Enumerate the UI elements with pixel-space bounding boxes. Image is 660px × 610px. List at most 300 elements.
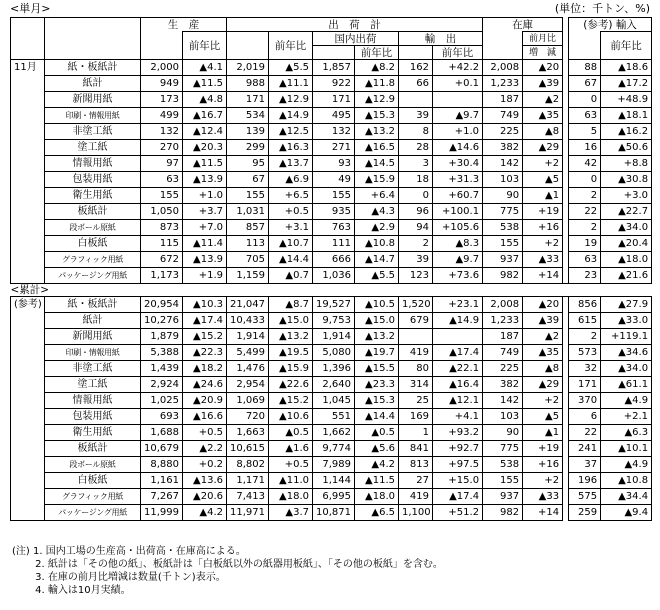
cell-dom-yoy: ▲10.5 [355,297,399,313]
cell-exp: 28 [399,140,433,156]
cell-imp: 5 [569,124,601,140]
cell-ship: 10,433 [227,313,269,329]
cell-imp-yoy: ▲34.0 [601,220,652,236]
cell-inv: 1,233 [483,76,523,92]
table-row [11,505,652,521]
table-row [11,268,652,284]
shipments-header: 出 荷 計 [227,18,483,32]
cell-imp-yoy: ▲34.4 [601,489,652,505]
cell-prod: 1,439 [141,361,183,377]
cell-inv: 382 [483,140,523,156]
note-4: 4. 輸入は10月実績。 [12,585,131,596]
cell-dom: 49 [313,172,355,188]
cell-ship-yoy: ▲14.4 [269,252,313,268]
cell-exp: 0 [399,188,433,204]
row-label: 塗工紙 [45,140,141,156]
cell-prod-yoy: ▲17.4 [183,313,227,329]
table-row [11,172,652,188]
cell-exp: 27 [399,473,433,489]
cell-prod-yoy: ▲15.2 [183,329,227,345]
statistics-table [10,17,652,521]
table-row [11,188,652,204]
cell-imp: 23 [569,268,601,284]
cell-imp-yoy: +48.9 [601,92,652,108]
header-row-1 [11,18,652,32]
cell-prod: 2,924 [141,377,183,393]
production-yoy-header: 前年比 [183,32,227,60]
cell-exp-yoy: ▲17.4 [433,345,483,361]
cell-prod-yoy: +1.9 [183,268,227,284]
cell-exp-yoy: +42.2 [433,60,483,76]
cell-dom: 9,753 [313,313,355,329]
cell-inv-mom: +16 [523,220,563,236]
cell-ship-yoy: +6.5 [269,188,313,204]
cell-exp: 169 [399,409,433,425]
cell-prod: 270 [141,140,183,156]
cell-prod-yoy: ▲20.6 [183,489,227,505]
cell-ship-yoy: ▲14.9 [269,108,313,124]
cell-inv: 538 [483,220,523,236]
cell-exp-yoy: ▲16.4 [433,377,483,393]
table-row [11,92,652,108]
cell-dom-yoy: ▲6.5 [355,505,399,521]
table-row [11,329,652,345]
table-row [11,108,652,124]
table-row [11,345,652,361]
table-row [11,124,652,140]
cell-prod-yoy: ▲16.7 [183,108,227,124]
cell-inv-mom: ▲20 [523,60,563,76]
row-label: 紙・板紙計 [45,297,141,313]
cell-dom: 7,989 [313,457,355,473]
cell-prod: 7,267 [141,489,183,505]
cell-dom: 922 [313,76,355,92]
cell-imp-yoy: ▲9.4 [601,505,652,521]
cell-dom-yoy: ▲11.8 [355,76,399,92]
row-label: 白板紙 [45,473,141,489]
cell-inv-mom: ▲8 [523,361,563,377]
cell-dom: 132 [313,124,355,140]
cell-ship-yoy: ▲13.7 [269,156,313,172]
cell-ship-yoy: ▲1.6 [269,441,313,457]
cell-prod: 132 [141,124,183,140]
cell-ship: 720 [227,409,269,425]
row-label: グラフィック用紙 [45,489,141,505]
cell-imp: 63 [569,252,601,268]
table-row [11,361,652,377]
cell-dom: 271 [313,140,355,156]
cell-inv: 937 [483,252,523,268]
cell-exp-yoy: +0.1 [433,76,483,92]
cell-dom: 495 [313,108,355,124]
cell-inv: 225 [483,124,523,140]
cell-exp-yoy [433,92,483,108]
cell-prod: 672 [141,252,183,268]
shipments-yoy-header: 前年比 [269,32,313,60]
cell-ship: 1,159 [227,268,269,284]
cell-exp-yoy: +51.2 [433,505,483,521]
cell-exp: 162 [399,60,433,76]
cell-inv: 90 [483,425,523,441]
cell-ship-yoy: ▲3.7 [269,505,313,521]
cell-dom-yoy: ▲13.2 [355,124,399,140]
cell-exp-yoy: +1.0 [433,124,483,140]
cell-inv: 749 [483,108,523,124]
cell-prod-yoy: +3.7 [183,204,227,220]
cell-dom-yoy: ▲8.2 [355,60,399,76]
cumulative-label: <累計> [11,284,652,297]
cell-ship-yoy: ▲10.7 [269,236,313,252]
cell-exp-yoy: +4.1 [433,409,483,425]
table-row [11,441,652,457]
cell-prod-yoy: +1.0 [183,188,227,204]
cell-prod: 115 [141,236,183,252]
cell-dom-yoy: ▲16.5 [355,140,399,156]
cell-exp: 96 [399,204,433,220]
cell-ship-yoy: +0.5 [269,457,313,473]
cell-prod-yoy: ▲22.3 [183,345,227,361]
cell-inv-mom: +2 [523,156,563,172]
cell-dom-yoy: ▲14.5 [355,156,399,172]
cell-prod-yoy: ▲13.6 [183,473,227,489]
cell-inv: 982 [483,268,523,284]
cell-exp-yoy: ▲22.1 [433,361,483,377]
cell-inv-mom: ▲1 [523,425,563,441]
cell-dom-yoy: +6.4 [355,188,399,204]
cell-prod-yoy: ▲13.9 [183,252,227,268]
cell-prod-yoy: ▲20.9 [183,393,227,409]
row-label: 衛生用紙 [45,425,141,441]
cell-prod: 155 [141,188,183,204]
cell-exp: 2 [399,236,433,252]
cell-imp-yoy: ▲18.0 [601,252,652,268]
cell-imp: 2 [569,329,601,345]
cell-imp: 88 [569,60,601,76]
cell-imp-yoy: ▲10.8 [601,473,652,489]
cell-prod-yoy: ▲2.2 [183,441,227,457]
cell-exp: 39 [399,252,433,268]
cell-prod-yoy: ▲16.6 [183,409,227,425]
cell-dom: 551 [313,409,355,425]
cell-exp: 25 [399,393,433,409]
header-blank [45,18,141,60]
cell-imp-yoy: ▲21.6 [601,268,652,284]
unit-label: (単位：千トン、%) [554,2,650,15]
cell-exp-yoy: +97.5 [433,457,483,473]
cell-imp: 575 [569,489,601,505]
cell-ship-yoy: ▲12.9 [269,92,313,108]
cell-ship: 2,954 [227,377,269,393]
footnotes [12,545,443,597]
cell-dom-yoy: ▲18.0 [355,489,399,505]
cell-exp-yoy: +15.0 [433,473,483,489]
cell-inv-mom: ▲35 [523,345,563,361]
cell-imp-yoy: ▲10.1 [601,441,652,457]
cell-dom: 1,036 [313,268,355,284]
cell-inv-mom: +19 [523,204,563,220]
cell-inv: 2,008 [483,60,523,76]
export-header: 輸 出 [399,32,483,46]
cell-dom-yoy: ▲12.9 [355,92,399,108]
cell-prod-yoy: ▲12.4 [183,124,227,140]
cell-imp-yoy: ▲20.4 [601,236,652,252]
cell-exp: 419 [399,345,433,361]
row-label: パッケージング用紙 [45,268,141,284]
cell-dom: 93 [313,156,355,172]
cell-imp: 42 [569,156,601,172]
table-row [11,393,652,409]
cell-prod-yoy: ▲4.2 [183,505,227,521]
cell-ship: 1,476 [227,361,269,377]
cell-dom-yoy: ▲10.8 [355,236,399,252]
table-row [11,377,652,393]
cell-ship: 1,914 [227,329,269,345]
cell-inv-mom: +2 [523,236,563,252]
cell-ship: 155 [227,188,269,204]
note-1: (注) 1. 国内工場の生産高・出荷高・在庫高による。 [12,546,246,557]
cell-ship-yoy: ▲6.9 [269,172,313,188]
table-row [11,425,652,441]
cell-imp-yoy: ▲16.2 [601,124,652,140]
cell-ship: 1,171 [227,473,269,489]
row-label: 紙・板紙計 [45,60,141,76]
inventory-mom-header-1: 前月比 [523,32,563,46]
cell-inv-mom: ▲1 [523,188,563,204]
period-label: 11月 [11,60,45,284]
cell-exp: 39 [399,108,433,124]
cell-dom: 763 [313,220,355,236]
cell-prod: 873 [141,220,183,236]
cell-inv-mom: ▲33 [523,489,563,505]
cell-imp-yoy: +2.1 [601,409,652,425]
row-label: 情報用紙 [45,156,141,172]
cell-prod: 1,688 [141,425,183,441]
cell-inv: 103 [483,172,523,188]
cell-inv-mom: ▲33 [523,252,563,268]
cell-exp-yoy: +92.7 [433,441,483,457]
cell-exp: 841 [399,441,433,457]
cell-ship-yoy: ▲18.0 [269,489,313,505]
cell-inv: 775 [483,441,523,457]
cell-exp: 80 [399,361,433,377]
cell-ship-yoy: ▲15.0 [269,313,313,329]
cell-prod: 63 [141,172,183,188]
cell-exp-yoy [433,329,483,345]
cell-dom: 9,774 [313,441,355,457]
note-3: 3. 在庫の前月比増減は数量(千トン)表示。 [12,572,226,583]
cell-inv: 775 [483,204,523,220]
cell-prod: 1,050 [141,204,183,220]
cell-imp-yoy: ▲18.1 [601,108,652,124]
cell-exp: 419 [399,489,433,505]
row-label: 紙計 [45,313,141,329]
cell-dom: 1,662 [313,425,355,441]
cell-prod: 5,388 [141,345,183,361]
note-2: 2. 紙計は「その他の紙」、板紙計は「白板紙以外の紙器用板紙」、「その他の板紙」を含む。 [12,559,443,570]
cell-ship: 171 [227,92,269,108]
cell-inv-mom: ▲2 [523,329,563,345]
cell-exp-yoy: +30.4 [433,156,483,172]
row-label: 白板紙 [45,236,141,252]
cell-dom: 1,045 [313,393,355,409]
cell-dom: 111 [313,236,355,252]
table-row [11,60,652,76]
cell-exp-yoy: +60.7 [433,188,483,204]
cell-inv-mom: +19 [523,441,563,457]
cell-ship: 1,663 [227,425,269,441]
cell-prod-yoy: ▲11.5 [183,156,227,172]
cell-ship-yoy: ▲10.6 [269,409,313,425]
cell-imp: 2 [569,188,601,204]
cell-ship: 67 [227,172,269,188]
cell-exp-yoy: +93.2 [433,425,483,441]
cell-dom-yoy: ▲14.4 [355,409,399,425]
row-label: 印刷・情報用紙 [45,345,141,361]
cell-dom: 10,871 [313,505,355,521]
cell-ship-yoy: +3.1 [269,220,313,236]
table-row [11,204,652,220]
table-row [11,297,652,313]
cell-imp: 196 [569,473,601,489]
table-row [11,140,652,156]
row-label: 塗工紙 [45,377,141,393]
cell-ship-yoy: ▲8.7 [269,297,313,313]
imports-header: (参考) 輸入 [569,18,652,32]
row-label: 包装用紙 [45,172,141,188]
cell-inv: 749 [483,345,523,361]
cell-ship: 95 [227,156,269,172]
cell-ship: 299 [227,140,269,156]
period-label: (参考) [11,297,45,521]
cell-ship-yoy: ▲0.5 [269,425,313,441]
table-row [11,236,652,252]
cell-prod: 2,000 [141,60,183,76]
cell-dom: 1,144 [313,473,355,489]
cell-inv-mom: ▲29 [523,377,563,393]
row-label: 情報用紙 [45,393,141,409]
cell-prod: 11,999 [141,505,183,521]
cell-dom: 1,914 [313,329,355,345]
cell-inv-mom: +2 [523,473,563,489]
cell-imp: 0 [569,172,601,188]
cell-prod: 1,161 [141,473,183,489]
cell-ship: 1,031 [227,204,269,220]
cell-prod-yoy: ▲13.9 [183,172,227,188]
header-blank [11,18,45,60]
cell-dom: 2,640 [313,377,355,393]
cell-imp-yoy: ▲22.7 [601,204,652,220]
cell-dom-yoy: ▲5.5 [355,268,399,284]
cell-inv: 1,233 [483,313,523,329]
cell-imp-yoy: ▲4.9 [601,393,652,409]
cell-imp: 241 [569,441,601,457]
table-row [11,409,652,425]
cell-exp-yoy: +31.3 [433,172,483,188]
cell-inv: 90 [483,188,523,204]
cell-prod-yoy: ▲24.6 [183,377,227,393]
cell-inv: 155 [483,236,523,252]
row-label: 衛生用紙 [45,188,141,204]
cell-imp-yoy: +3.0 [601,188,652,204]
cell-ship: 21,047 [227,297,269,313]
row-label: 紙計 [45,76,141,92]
cell-imp-yoy: ▲33.0 [601,313,652,329]
cell-prod-yoy: ▲10.3 [183,297,227,313]
cell-ship: 10,615 [227,441,269,457]
inventory-mom-header-2: 増 減 [523,46,563,60]
cell-exp-yoy: ▲9.7 [433,252,483,268]
cell-imp: 19 [569,236,601,252]
cell-ship-yoy: ▲16.3 [269,140,313,156]
cell-exp-yoy: +73.6 [433,268,483,284]
cell-exp-yoy: ▲14.6 [433,140,483,156]
cell-ship: 988 [227,76,269,92]
row-label: 段ボール原紙 [45,220,141,236]
cell-dom: 1,396 [313,361,355,377]
cell-inv-mom: +16 [523,457,563,473]
row-label: 板紙計 [45,441,141,457]
cell-imp-yoy: ▲34.0 [601,361,652,377]
cell-imp: 37 [569,457,601,473]
cell-imp: 370 [569,393,601,409]
cell-imp: 259 [569,505,601,521]
cell-inv: 225 [483,361,523,377]
cell-imp-yoy: ▲17.2 [601,76,652,92]
cell-ship: 5,499 [227,345,269,361]
cell-imp-yoy: ▲27.9 [601,297,652,313]
cell-exp-yoy: +100.1 [433,204,483,220]
cell-ship-yoy: ▲12.5 [269,124,313,140]
cell-imp-yoy: +8.8 [601,156,652,172]
section-separator [11,284,652,297]
cell-dom-yoy: ▲2.9 [355,220,399,236]
cell-imp-yoy: ▲6.3 [601,425,652,441]
cell-exp: 1 [399,425,433,441]
cell-prod-yoy: +0.2 [183,457,227,473]
cell-imp: 67 [569,76,601,92]
cell-exp-yoy: +23.1 [433,297,483,313]
cell-ship: 113 [227,236,269,252]
cell-inv: 982 [483,505,523,521]
table-row [11,489,652,505]
cell-dom-yoy: ▲5.6 [355,441,399,457]
row-label: 新聞用紙 [45,329,141,345]
cell-imp: 0 [569,92,601,108]
cell-exp: 123 [399,268,433,284]
cell-imp: 63 [569,108,601,124]
cell-exp: 18 [399,172,433,188]
table-row [11,457,652,473]
cell-dom: 666 [313,252,355,268]
cell-exp: 813 [399,457,433,473]
table-row [11,220,652,236]
cell-ship-yoy: ▲15.9 [269,361,313,377]
cell-exp-yoy: ▲9.7 [433,108,483,124]
cell-ship: 139 [227,124,269,140]
cell-inv-mom: ▲5 [523,172,563,188]
cell-dom: 1,857 [313,60,355,76]
cell-prod: 693 [141,409,183,425]
cell-ship: 7,413 [227,489,269,505]
cell-ship: 2,019 [227,60,269,76]
cell-ship-yoy: ▲11.0 [269,473,313,489]
cell-prod: 10,679 [141,441,183,457]
table-row [11,156,652,172]
cell-imp-yoy: ▲4.9 [601,457,652,473]
cell-dom: 5,080 [313,345,355,361]
cell-prod-yoy: +7.0 [183,220,227,236]
cell-ship: 8,802 [227,457,269,473]
